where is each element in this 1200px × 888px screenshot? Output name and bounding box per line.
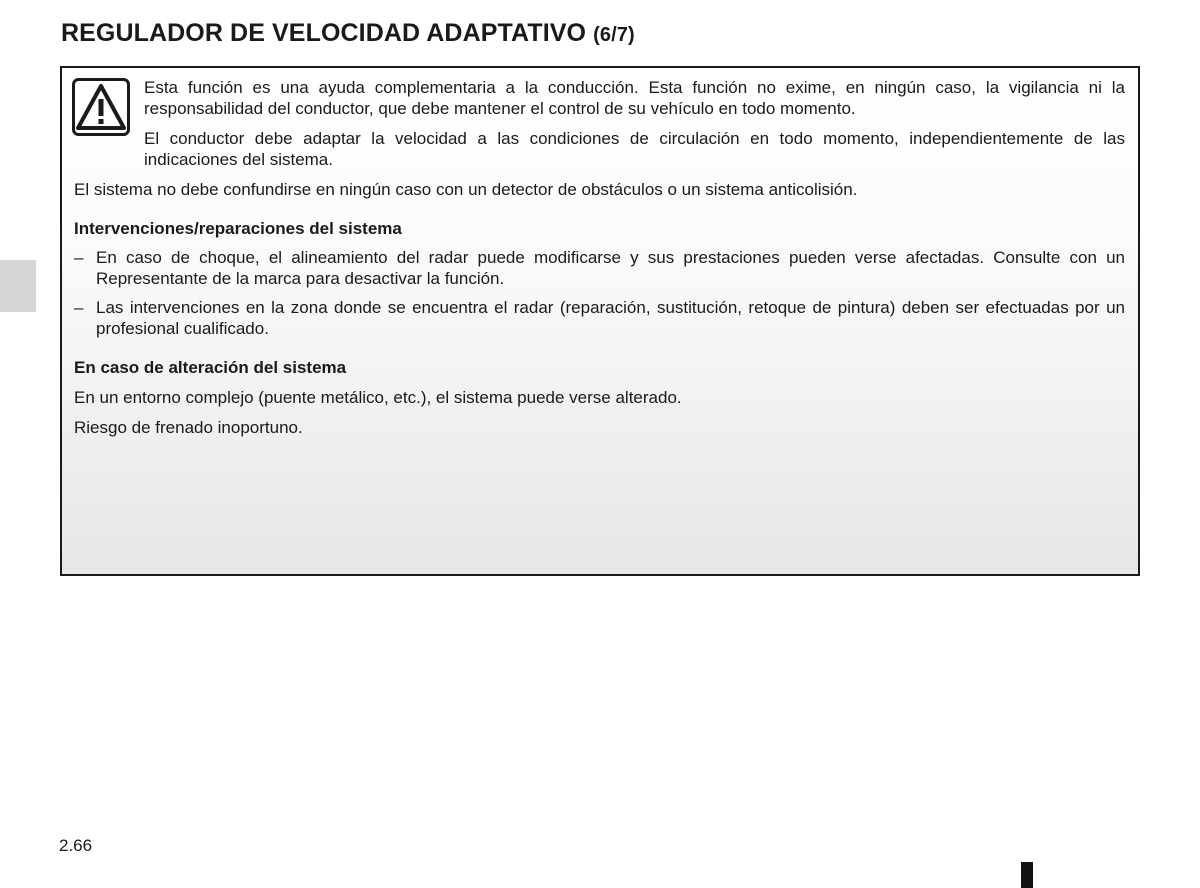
page-part-indicator: (6/7) [593, 24, 635, 46]
warning-triangle-icon [72, 78, 130, 136]
alteration-line-2: Riesgo de frenado inoportuno. [74, 418, 303, 437]
list-item [74, 297, 1125, 339]
intro-paragraph-2: El conductor debe adaptar la velocidad a las condiciones de circulación en todo momento, independientemente de las indicaciones del sistema. [144, 129, 1125, 169]
dash-bullet: – [74, 298, 84, 317]
warning-box [60, 66, 1140, 576]
section-heading-interventions: Intervenciones/reparaciones del sistema [74, 219, 402, 238]
list-item-text: Las intervenciones en la zona donde se encuentra el radar (reparación, sustitución, retoque de pintura) deben ser efectuadas por un profesional cualificado. [96, 298, 1125, 338]
page-corner-mark [1021, 862, 1033, 888]
alteration-line-1: En un entorno complejo (puente metálico, etc.), el sistema puede verse alterado. [74, 388, 682, 407]
list-item-text: En caso de choque, el alineamiento del radar puede modificarse y sus prestaciones pueden verse afectadas. Consulte con un Representante de la marca para desactivar la función. [96, 248, 1125, 288]
dash-bullet: – [74, 248, 84, 267]
list-item [74, 247, 1125, 289]
page-number: 2.66 [59, 836, 93, 855]
chapter-side-tab [0, 260, 36, 312]
page-title-text: REGULADOR DE VELOCIDAD ADAPTATIVO [61, 19, 587, 47]
note-paragraph: El sistema no debe confundirse en ningún caso con un detector de obstáculos o un sistema anticolisión. [74, 180, 858, 199]
page-title [61, 19, 635, 48]
section-heading-alteration: En caso de alteración del sistema [74, 358, 347, 377]
intro-paragraph-1: Esta función es una ayuda complementaria a la conducción. Esta función no exime, en ningún caso, la vigilancia ni la responsabilidad del conductor, que debe mantener el control de su vehículo en todo momento. [144, 78, 1125, 118]
